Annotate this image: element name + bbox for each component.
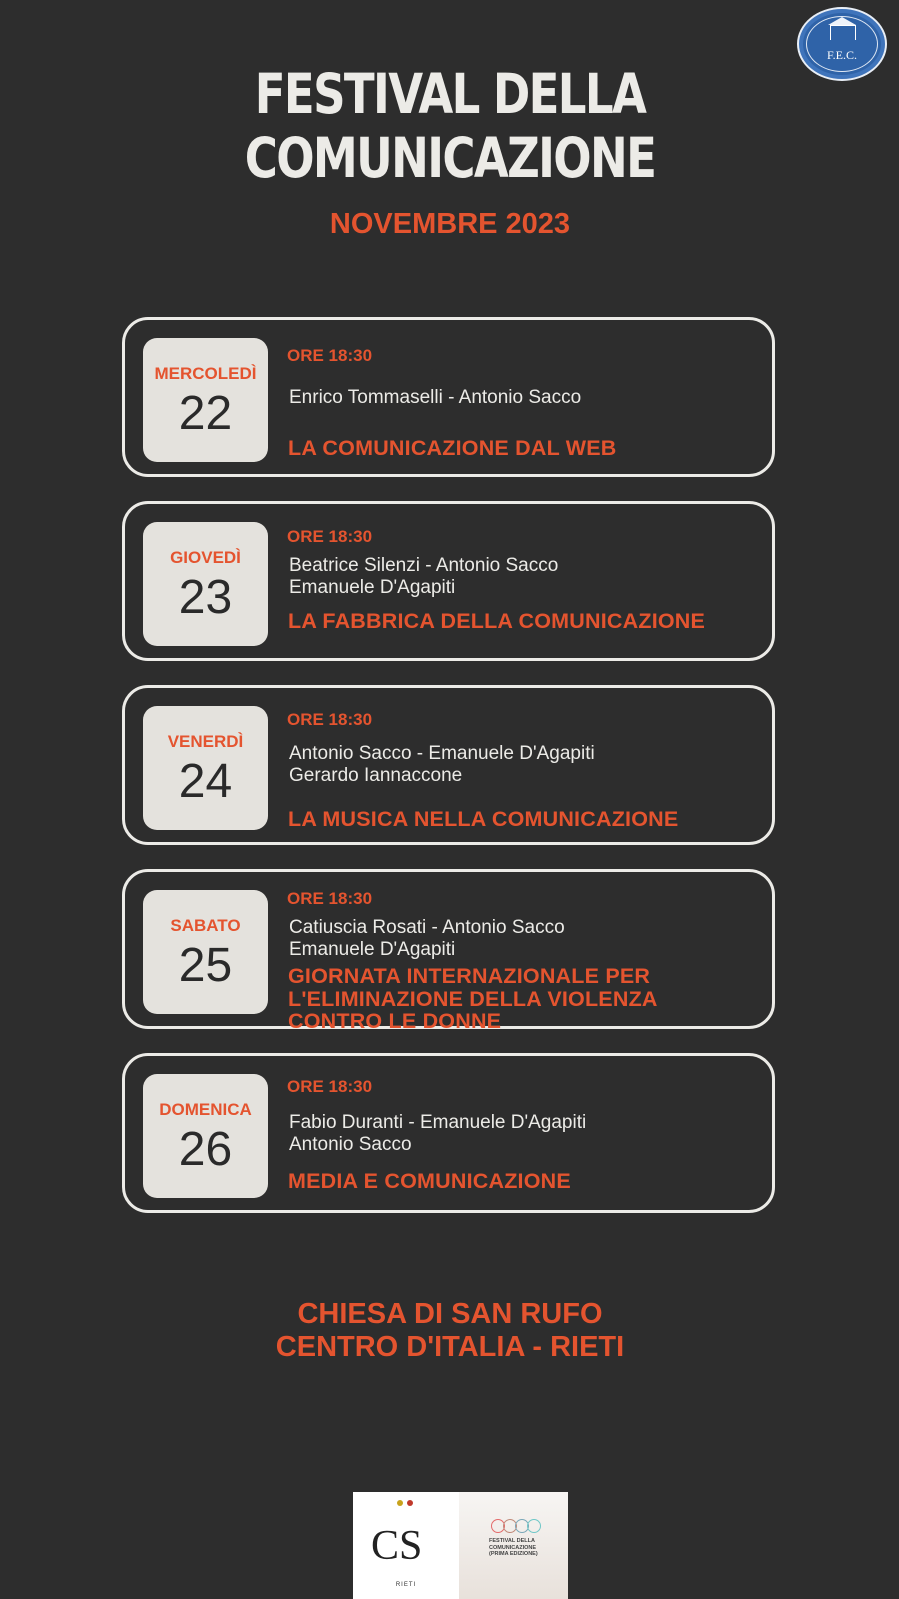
seal-text: F.E.C.: [826, 48, 858, 62]
event-topic: LA FABBRICA DELLA COMUNICAZIONE: [288, 609, 706, 633]
event-card-25: [122, 869, 775, 1033]
cs-logo: [353, 1492, 459, 1599]
cs-monogram: CS: [371, 1523, 423, 1569]
event-card-26: [122, 1053, 775, 1213]
day-number: 22: [178, 387, 233, 440]
title-line-1: FESTIVAL DELLA: [254, 62, 646, 126]
date-box: [143, 522, 268, 646]
event-card-22: [122, 317, 775, 477]
day-number: 23: [178, 571, 233, 624]
event-time: ORE 18:30: [287, 1077, 373, 1096]
weekday: DOMENICA: [159, 1100, 252, 1119]
cs-logo-caption: RIETI: [395, 1582, 417, 1588]
festival-logo: [459, 1492, 568, 1599]
date-box: [143, 338, 268, 462]
event-time: ORE 18:30: [287, 889, 373, 908]
weekday: GIOVEDÌ: [170, 548, 241, 567]
seal-building-icon: [830, 25, 856, 40]
month-subtitle: NOVEMBRE 2023: [329, 208, 571, 240]
festival-rings-icon: [491, 1519, 541, 1535]
event-speakers: Antonio Sacco - Emanuele D'Agapiti Gerardo Iannaccone: [289, 743, 595, 786]
date-box: [143, 1074, 268, 1198]
event-speakers: Fabio Duranti - Emanuele D'Agapiti Antonio Sacco: [289, 1112, 587, 1155]
event-speakers: Beatrice Silenzi - Antonio Sacco Emanuele D'Agapiti: [289, 555, 559, 598]
date-box: [143, 706, 268, 830]
date-box: [143, 890, 268, 1014]
event-time: ORE 18:30: [287, 527, 373, 546]
fec-seal-logo: [797, 7, 887, 81]
small-emblem-icon: [397, 1500, 403, 1506]
festival-logo-text: FESTIVAL DELLA COMUNICAZIONE (PRIMA EDIZIONE): [489, 1538, 538, 1557]
event-topic: MEDIA E COMUNICAZIONE: [288, 1169, 571, 1193]
seal-roof-shape: [828, 17, 856, 25]
event-speakers: Catiuscia Rosati - Antonio Sacco Emanuele D'Agapiti: [289, 917, 565, 960]
venue-line-2: CENTRO D'ITALIA - RIETI: [275, 1331, 625, 1363]
title-line-2: COMUNICAZIONE: [244, 126, 656, 190]
weekday: VENERDÌ: [167, 732, 244, 751]
event-topic: GIORNATA INTERNAZIONALE PER L'ELIMINAZIONE DELLA VIOLENZA CONTRO LE DONNE: [288, 964, 658, 1033]
day-number: 24: [178, 755, 233, 808]
weekday: MERCOLEDÌ: [154, 364, 257, 383]
day-number: 25: [178, 939, 233, 992]
event-time: ORE 18:30: [287, 346, 373, 365]
venue-line-1: CHIESA DI SAN RUFO: [297, 1298, 603, 1330]
event-time: ORE 18:30: [287, 710, 373, 729]
event-topic: LA MUSICA NELLA COMUNICAZIONE: [288, 807, 679, 831]
day-number: 26: [178, 1123, 233, 1176]
small-emblem-icon: [407, 1500, 413, 1506]
weekday: SABATO: [170, 916, 241, 935]
event-card-23: [122, 501, 775, 661]
event-card-24: [122, 685, 775, 845]
event-speakers: Enrico Tommaselli - Antonio Sacco: [289, 387, 582, 408]
event-topic: LA COMUNICAZIONE DAL WEB: [288, 436, 617, 460]
